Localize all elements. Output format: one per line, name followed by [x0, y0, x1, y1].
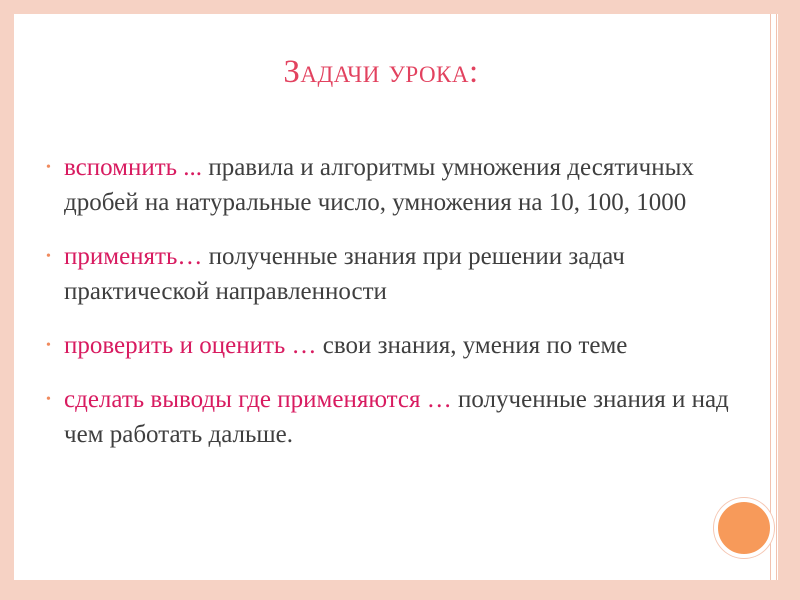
decorative-line [776, 14, 777, 580]
goal-highlight: вспомнить ... [64, 154, 203, 181]
goal-highlight: применять… [64, 243, 203, 270]
bullet-dot-icon: • [46, 160, 51, 175]
goal-text: полученные знания и над чем работать дальше. [64, 386, 729, 448]
goal-text: полученные знания при решении задач практической направленности [64, 243, 625, 305]
goal-item [42, 239, 732, 309]
bullet-dot-icon: • [46, 338, 51, 353]
bullet-dot-icon: • [46, 392, 51, 407]
goal-text: правила и алгоритмы умножения десятичных дробей на натуральные число, умножения на 10, 100, 1000 [64, 154, 694, 216]
goal-item [42, 150, 732, 220]
goal-item [42, 328, 732, 363]
goals-list [42, 150, 732, 471]
slide [14, 14, 778, 580]
orange-circle-decoration [714, 498, 774, 558]
goal-text: свои знания, умения по теме [316, 332, 628, 359]
goal-highlight: проверить и оценить … [64, 332, 317, 359]
bullet-dot-icon: • [46, 249, 51, 264]
decorative-line [770, 14, 771, 580]
goal-item [42, 382, 732, 452]
goal-highlight: сделать выводы где применяются … [64, 386, 452, 413]
slide-title: Задачи урока: [283, 54, 479, 90]
